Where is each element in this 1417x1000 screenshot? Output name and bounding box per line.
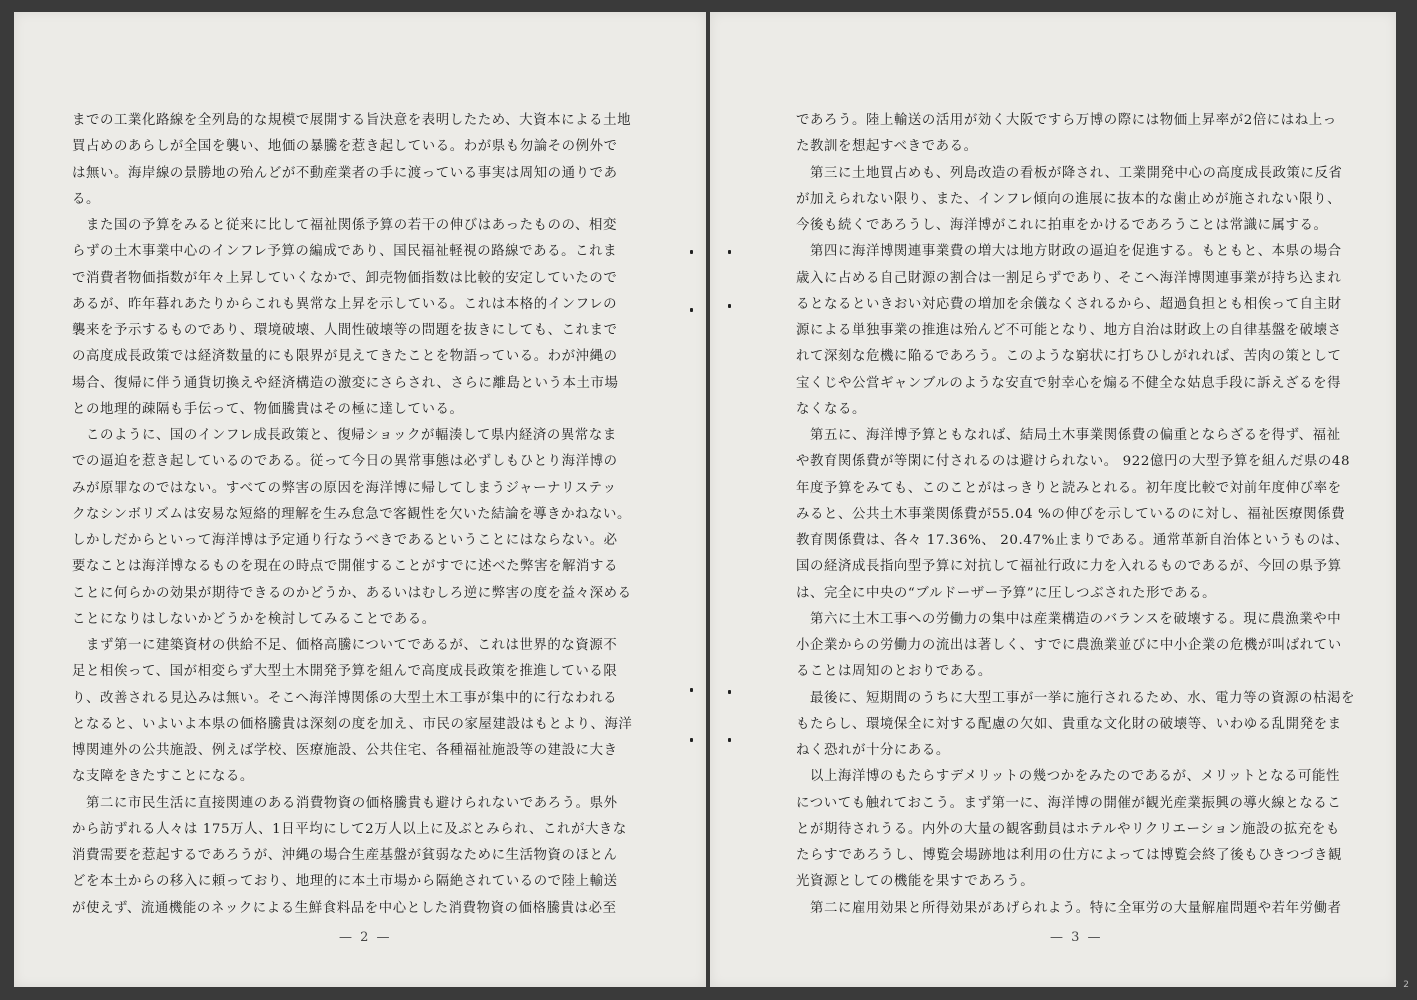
page-number-right: — 3 —: [1050, 930, 1103, 945]
text-line: 第五に、海洋博予算ともなれば、結局土木事業関係費の偏重とならざるを得ず、福祉: [796, 428, 1341, 443]
text-line: るとなるといきおい対応費の増加を余儀なくされるから、超過負担とも相俟って自主財: [796, 296, 1342, 312]
text-line: た教訓を想起すべきである。: [796, 139, 978, 155]
text-line: 買占めのあらしが全国を襲い、地価の暴騰を惹き起している。わが県も勿論その例外で: [72, 139, 618, 155]
right-page-body: [796, 108, 1356, 922]
text-line: までの工業化路線を全列島的な規模で展開する旨決意を表明したため、大資本による土地: [72, 113, 632, 128]
text-line: ことになりはしないかどうかを検討してみることである。: [72, 611, 436, 627]
punch-hole: [690, 738, 693, 742]
text-line: 要なことは海洋博なるものを現在の時点で開催することがすでに述べた弊害を解消する: [72, 559, 619, 575]
text-line: 第三に土地買占めも、列島改造の看板が降され、工業開発中心の高度成長政策に反省: [796, 165, 1343, 181]
text-line: どを本土からの移入に頼っており、地理的に本土市場から隔絶されているので陸上輸送: [72, 874, 618, 890]
text-line: 源による単独事業の推進は殆んど不可能となり、地方自治は財政上の自律基盤を破壊さ: [796, 323, 1342, 338]
corner-mark: 2: [1403, 980, 1409, 990]
punch-hole: [690, 250, 693, 254]
text-line: での逼迫を惹き起しているのである。従って今日の異常事態は必ずしもひとり海洋博の: [72, 454, 618, 470]
text-line: 第四に海洋博関連事業費の増大は地方財政の逼迫を促進する。もともと、本県の場合: [796, 244, 1342, 260]
text-line: 以上海洋博のもたらすデメリットの幾つかをみたのであるが、メリットとなる可能性: [796, 769, 1341, 785]
text-line: らずの土木事業中心のインフレ予算の編成であり、国民福祉軽視の路線である。これま: [72, 244, 618, 260]
text-line: しかしだからといって海洋博は予定通り行なうべきであるということにはならない。必: [72, 533, 618, 548]
text-line: との地理的疎隔も手伝って、物価騰貴はその極に達している。: [72, 401, 464, 417]
text-line: 第二に雇用効果と所得効果があげられよう。特に全軍労の大量解雇問題や若年労働者: [796, 900, 1342, 916]
text-line: が使えず、流通機能のネックによる生鮮食料品を中心とした消費物資の価格騰貴は必至: [72, 900, 617, 916]
text-line: となると、いよいよ本県の価格騰貴は深刻の度を加え、市民の家屋建設はもとより、海洋: [72, 716, 633, 732]
text-line: なくなる。: [796, 401, 866, 417]
text-line: 歳入に占める自己財源の割合は一割足らずであり、そこへ海洋博関連事業が持ち込まれ: [796, 270, 1342, 286]
left-page-body: [72, 108, 642, 922]
text-line: 第二に市民生活に直接関連のある消費物資の価格騰貴も避けられないであろう。県外: [72, 795, 618, 811]
text-line: 第六に土木工事への労働力の集中は産業構造のバランスを破壊する。現に農漁業や中: [796, 611, 1342, 627]
text-line: 襲来を予示するものであり、環境破壊、人間性破壊等の問題を抜きにしても、これまで: [72, 323, 618, 338]
punch-hole: [728, 250, 731, 254]
text-line: 足と相俟って、国が相変らず大型土木開発予算を組んで高度成長政策を推進している限: [72, 664, 618, 680]
punch-hole: [690, 308, 693, 312]
text-line: についても触れておこう。まず第一に、海洋博の開催が観光産業振興の導火線となるこ: [796, 795, 1342, 811]
text-line: また国の予算をみると従来に比して福祉関係予算の若干の伸びはあったものの、相変: [72, 218, 617, 233]
text-line: であろう。陸上輸送の活用が効く大阪ですら万博の際には物価上昇率が2倍にはね上っ: [796, 113, 1337, 128]
text-line: たらすであろうし、博覧会場跡地は利用の仕方によっては博覧会終了後もひきつづき観: [796, 848, 1343, 863]
right-page: [710, 12, 1396, 987]
text-line: とが期待されうる。内外の大量の観客動員はホテルやリクリエーション施設の拡充をも: [796, 821, 1340, 837]
text-line: 教育関係費は、各々 17.36%、 20.47%止まりである。通常革新自治体というものは、: [796, 533, 1349, 548]
text-line: このように、国のインフレ成長政策と、復帰ショックが輻湊して県内経済の異常なま: [72, 428, 617, 443]
page-number-left: — 2 —: [339, 930, 392, 945]
left-page: [14, 12, 706, 987]
text-line: は、完全に中央の“ブルドーザー予算”に圧しつぶされた形である。: [796, 585, 1217, 601]
text-line: ことに何らかの効果が期待できるのかどうか、あるいはむしろ逆に弊害の度を益々深める: [72, 585, 632, 601]
text-line: は無い。海岸線の景勝地の殆んどが不動産業者の手に渡っている事実は周知の通りであ: [72, 165, 618, 181]
text-line: 宝くじや公営ギャンブルのような安直で射幸心を煽る不健全な姑息手段に訴えざるを得: [796, 375, 1342, 391]
text-line: 小企業からの労働力の流出は著しく、すでに農漁業並びに中小企業の危機が叫ばれてい: [796, 638, 1342, 653]
text-line: あるが、昨年暮れあたりからこれも異常な上昇を示している。これは本格的インフレの: [72, 296, 618, 312]
text-line: 光資源としての機能を果すであろう。: [796, 874, 1035, 890]
text-line: 場合、復帰に伴う通貨切換えや経済構造の激変にさらされ、さらに離島という本土市場: [72, 375, 619, 391]
text-line: 今後も続くであろうし、海洋博がこれに拍車をかけるであろうことは常識に属する。: [796, 218, 1328, 233]
text-line: の高度成長政策では経済数量的にも限界が見えてきたことを物語っている。わが沖縄の: [72, 349, 618, 365]
text-line: 博関連外の公共施設、例えば学校、医療施設、公共住宅、各種福祉施設等の建設に大き: [72, 743, 618, 758]
text-line: で消費者物価指数が年々上昇していくなかで、卸売物価指数は比較的安定していたので: [72, 270, 618, 286]
text-line: や教育関係費が等閑に付されるのは避けられない。 922億円の大型予算を組んだ県の48: [796, 454, 1351, 470]
punch-hole: [690, 688, 693, 692]
text-line: から訪ずれる人々は 175万人、1日平均にして2万人以上に及ぶとみられ、これが大きな: [72, 821, 627, 837]
text-line: な支障をきたすことになる。: [72, 769, 254, 785]
text-line: みが原罪なのではない。すべての弊害の原因を海洋博に帰してしまうジャーナリステッ: [72, 480, 617, 496]
punch-hole: [728, 690, 731, 694]
text-line: り、改善される見込みは無い。そこへ海洋博関係の大型土木工事が集中的に行なわれる: [72, 690, 618, 706]
text-line: まず第一に建築資材の供給不足、価格高騰についてであるが、これは世界的な資源不: [72, 638, 618, 653]
text-line: ねく恐れが十分にある。: [796, 743, 950, 758]
text-line: 年度予算をみても、このことがはっきりと読みとれる。初年度比較で対前年度伸び率を: [796, 480, 1342, 496]
text-line: 最後に、短期間のうちに大型工事が一挙に施行されるため、水、電力等の資源の枯渇を: [796, 690, 1356, 706]
text-line: れて深刻な危機に陥るであろう。このような窮状に打ちひしがれれば、苦肉の策として: [796, 349, 1342, 365]
text-line: みると、公共土木事業関係費が55.04 %の伸びを示しているのに対し、福祉医療関係費: [796, 506, 1346, 522]
text-line: 消費需要を惹起するであろうが、沖縄の場合生産基盤が貧弱なために生活物資のほとん: [72, 848, 618, 863]
text-line: もたらし、環境保全に対する配慮の欠如、貴重な文化財の破壊等、いわゆる乱開発をま: [796, 716, 1342, 732]
text-line: 国の経済成長指向型予算に対抗して福祉行政に力を入れるものであるが、今回の県予算: [796, 559, 1342, 575]
text-line: る。: [72, 191, 100, 207]
text-line: クなシンボリズムは安易な短絡的理解を生み怠急で客観性を欠いた結論を導きかねない。: [72, 506, 632, 522]
punch-hole: [728, 304, 731, 308]
text-line: ることは周知のとおりである。: [796, 664, 992, 680]
text-line: が加えられない限り、また、インフレ傾向の進展に抜本的な歯止めが施されない限り、: [796, 191, 1342, 207]
punch-hole: [728, 738, 731, 742]
